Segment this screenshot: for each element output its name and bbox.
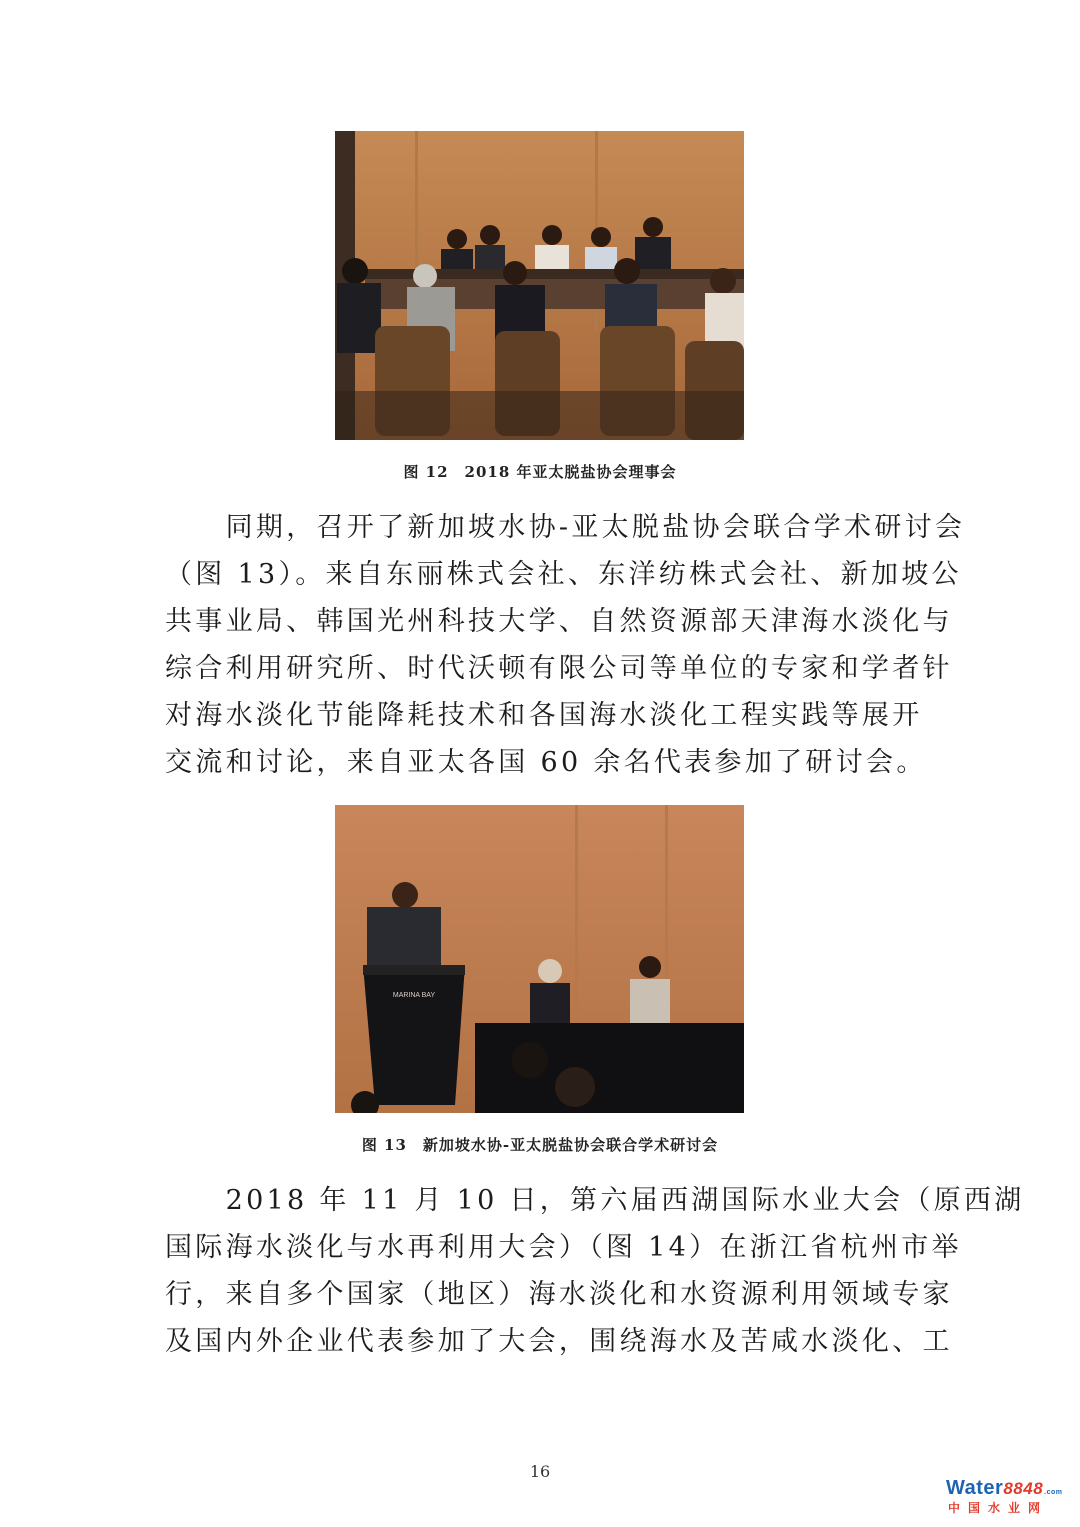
seminar-photo [335, 805, 744, 1113]
paragraph-line: 2018 年 11 月 10 日，第六届西湖国际水业大会（原西湖 [165, 1185, 1025, 1216]
watermark-chinese-name: 中国水业网 [948, 1501, 1049, 1515]
paragraph-line: 同期，召开了新加坡水协-亚太脱盐协会联合学术研讨会 [165, 512, 966, 543]
paragraph-line: 综合利用研究所、时代沃顿有限公司等单位的专家和学者针 [165, 653, 953, 684]
paragraph-line: 行，来自多个国家（地区）海水淡化和水资源利用领域专家 [165, 1279, 953, 1310]
body-paragraph [165, 1177, 1025, 1365]
body-paragraph [165, 504, 966, 786]
figure-caption: 图 13 新加坡水协-亚太脱盐协会联合学术研讨会 [361, 1136, 719, 1154]
paragraph-line: （图 13）。来自东丽株式会社、东洋纺株式会社、新加坡公 [165, 559, 962, 590]
figure-caption: 图 12 2018 年亚太脱盐协会理事会 [403, 463, 677, 481]
watermark-brand: Water [946, 1477, 1004, 1499]
paragraph-line: 共事业局、韩国光州科技大学、自然资源部天津海水淡化与 [165, 606, 953, 637]
paragraph-line: 及国内外企业代表参加了大会，围绕海水及苦咸水淡化、工 [165, 1326, 953, 1357]
watermark-logo [946, 1477, 1070, 1517]
podium-label: MARINA BAY [392, 992, 436, 999]
paragraph-line: 国际海水淡化与水再利用大会）（图 14）在浙江省杭州市举 [165, 1232, 962, 1263]
paragraph-line: 交流和讨论，来自亚太各国 60 余名代表参加了研讨会。 [165, 747, 927, 778]
meeting-photo [335, 131, 744, 440]
page-number: 16 [529, 1462, 551, 1481]
watermark-domain: .com [1044, 1489, 1063, 1496]
paragraph-line: 对海水淡化节能降耗技术和各国海水淡化工程实践等展开 [165, 700, 923, 731]
watermark-brand-number: 8848 [1003, 1479, 1044, 1498]
